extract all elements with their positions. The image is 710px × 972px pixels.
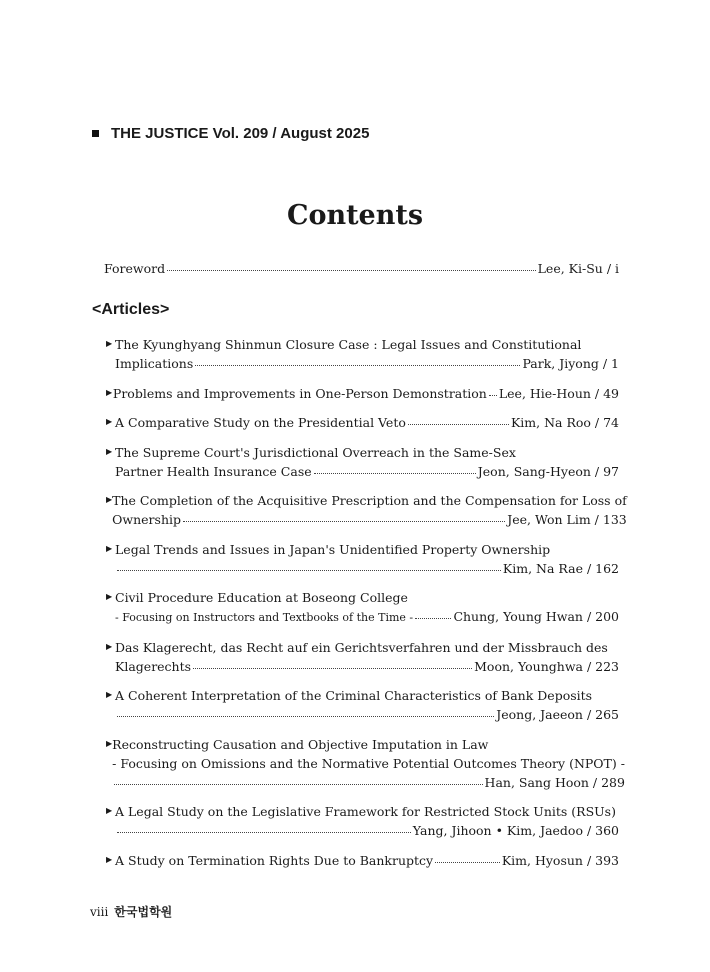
dot-leader — [435, 852, 500, 863]
dot-leader — [117, 706, 494, 717]
article-title-line: Civil Procedure Education at Boseong College — [115, 590, 408, 605]
article-entry[interactable] — [106, 413, 619, 432]
article-author: Chung, Young Hwan / 200 — [453, 609, 619, 624]
article-author: Moon, Younghwa / 223 — [474, 658, 619, 674]
article-title-line: Partner Health Insurance Case — [115, 463, 312, 479]
article-title-line: Implications — [115, 356, 194, 371]
dot-leader — [183, 511, 505, 522]
article-entry[interactable] — [106, 384, 619, 403]
foreword-label: Foreword — [104, 261, 166, 276]
publisher-name: 한국법학원 — [114, 905, 173, 919]
article-title-line: A Coherent Interpretation of the Criminal Characteristics of Bank Deposits — [115, 688, 593, 703]
article-author: Park, Jiyong / 1 — [522, 356, 619, 371]
triangle-bullet-icon: ▶ — [106, 854, 113, 864]
article-entry[interactable] — [106, 491, 627, 529]
dot-leader — [415, 608, 451, 619]
triangle-bullet-icon: ▶ — [106, 387, 113, 397]
article-entry[interactable] — [106, 443, 619, 481]
journal-title: THE JUSTICE Vol. 209 / August 2025 — [111, 125, 370, 142]
triangle-bullet-icon: ▶ — [106, 417, 113, 426]
article-title-line: The Kyunghyang Shinmun Closure Case : Legal Issues and Constitutional — [115, 337, 582, 352]
dot-leader — [167, 260, 536, 271]
triangle-bullet-icon: ▶ — [106, 339, 113, 348]
article-title-line: A Comparative Study on the Presidential Veto — [115, 415, 406, 430]
article-author: Jee, Won Lim / 133 — [507, 512, 627, 527]
dot-leader — [314, 463, 476, 474]
article-entry[interactable] — [106, 540, 619, 578]
triangle-bullet-icon: ▶ — [106, 543, 113, 553]
dot-leader — [114, 774, 482, 785]
dot-leader — [408, 414, 509, 425]
triangle-bullet-icon: ▶ — [106, 806, 113, 815]
article-entry[interactable] — [106, 588, 619, 627]
dot-leader — [117, 560, 501, 571]
foreword-entry[interactable] — [104, 259, 619, 278]
article-title-line: Das Klagerecht, das Recht auf ein Gerichtsverfahren und der Missbrauch des — [115, 639, 608, 655]
article-author: Jeong, Jaeeon / 265 — [496, 707, 619, 722]
dot-leader — [193, 658, 472, 669]
article-entry[interactable] — [106, 802, 619, 840]
article-entry[interactable] — [106, 335, 619, 373]
triangle-bullet-icon: ▶ — [106, 641, 113, 651]
article-title-line: Legal Trends and Issues in Japan's Unidentified Property Ownership — [115, 541, 551, 557]
article-title-line: Reconstructing Causation and Objective Imputation in Law — [112, 736, 489, 752]
journal-header — [92, 125, 369, 142]
article-author: Jeon, Sang-Hyeon / 97 — [477, 463, 619, 479]
square-bullet-icon — [92, 130, 99, 137]
article-author: Yang, Jihoon • Kim, Jaedoo / 360 — [412, 823, 619, 838]
article-title-line: - Focusing on Instructors and Textbooks of the Time - — [115, 611, 414, 624]
article-title-line: Klagerechts — [115, 658, 192, 674]
article-title-line: A Legal Study on the Legislative Framework for Restricted Stock Units (RSUs) — [115, 804, 616, 819]
article-entry[interactable] — [106, 686, 619, 724]
triangle-bullet-icon: ▶ — [106, 495, 113, 504]
triangle-bullet-icon: ▶ — [106, 738, 113, 748]
triangle-bullet-icon: ▶ — [106, 446, 113, 456]
page-title: Contents — [286, 200, 424, 231]
article-entry[interactable] — [106, 735, 625, 792]
articles-list — [106, 335, 627, 880]
article-title-line: The Supreme Court's Jurisdictional Overreach in the Same-Sex — [115, 444, 516, 460]
triangle-bullet-icon: ▶ — [106, 690, 113, 699]
article-title-line: Ownership — [112, 512, 181, 527]
article-title-line: - Focusing on Omissions and the Normative Potential Outcomes Theory (NPOT) - — [112, 755, 625, 771]
dot-leader — [195, 355, 520, 366]
page-number: viii — [90, 905, 109, 919]
dot-leader — [489, 385, 497, 396]
article-title-line: Problems and Improvements in One-Person Demonstration — [112, 385, 487, 401]
article-title-line: The Completion of the Acquisitive Prescription and the Compensation for Loss of — [112, 493, 627, 508]
page-footer — [90, 903, 172, 920]
foreword-author: Lee, Ki-Su / i — [537, 261, 619, 276]
section-heading-articles: <Articles> — [92, 301, 170, 318]
article-entry[interactable] — [106, 638, 619, 676]
article-author: Kim, Na Rae / 162 — [502, 560, 619, 576]
article-title-line: A Study on Termination Rights Due to Bankruptcy — [115, 852, 434, 868]
article-entry[interactable] — [106, 851, 619, 870]
triangle-bullet-icon: ▶ — [106, 592, 113, 601]
article-author: Kim, Na Roo / 74 — [510, 415, 619, 430]
article-author: Han, Sang Hoon / 289 — [484, 774, 625, 790]
article-author: Kim, Hyosun / 393 — [501, 852, 619, 868]
article-author: Lee, Hie-Houn / 49 — [498, 385, 619, 401]
dot-leader — [117, 822, 411, 833]
